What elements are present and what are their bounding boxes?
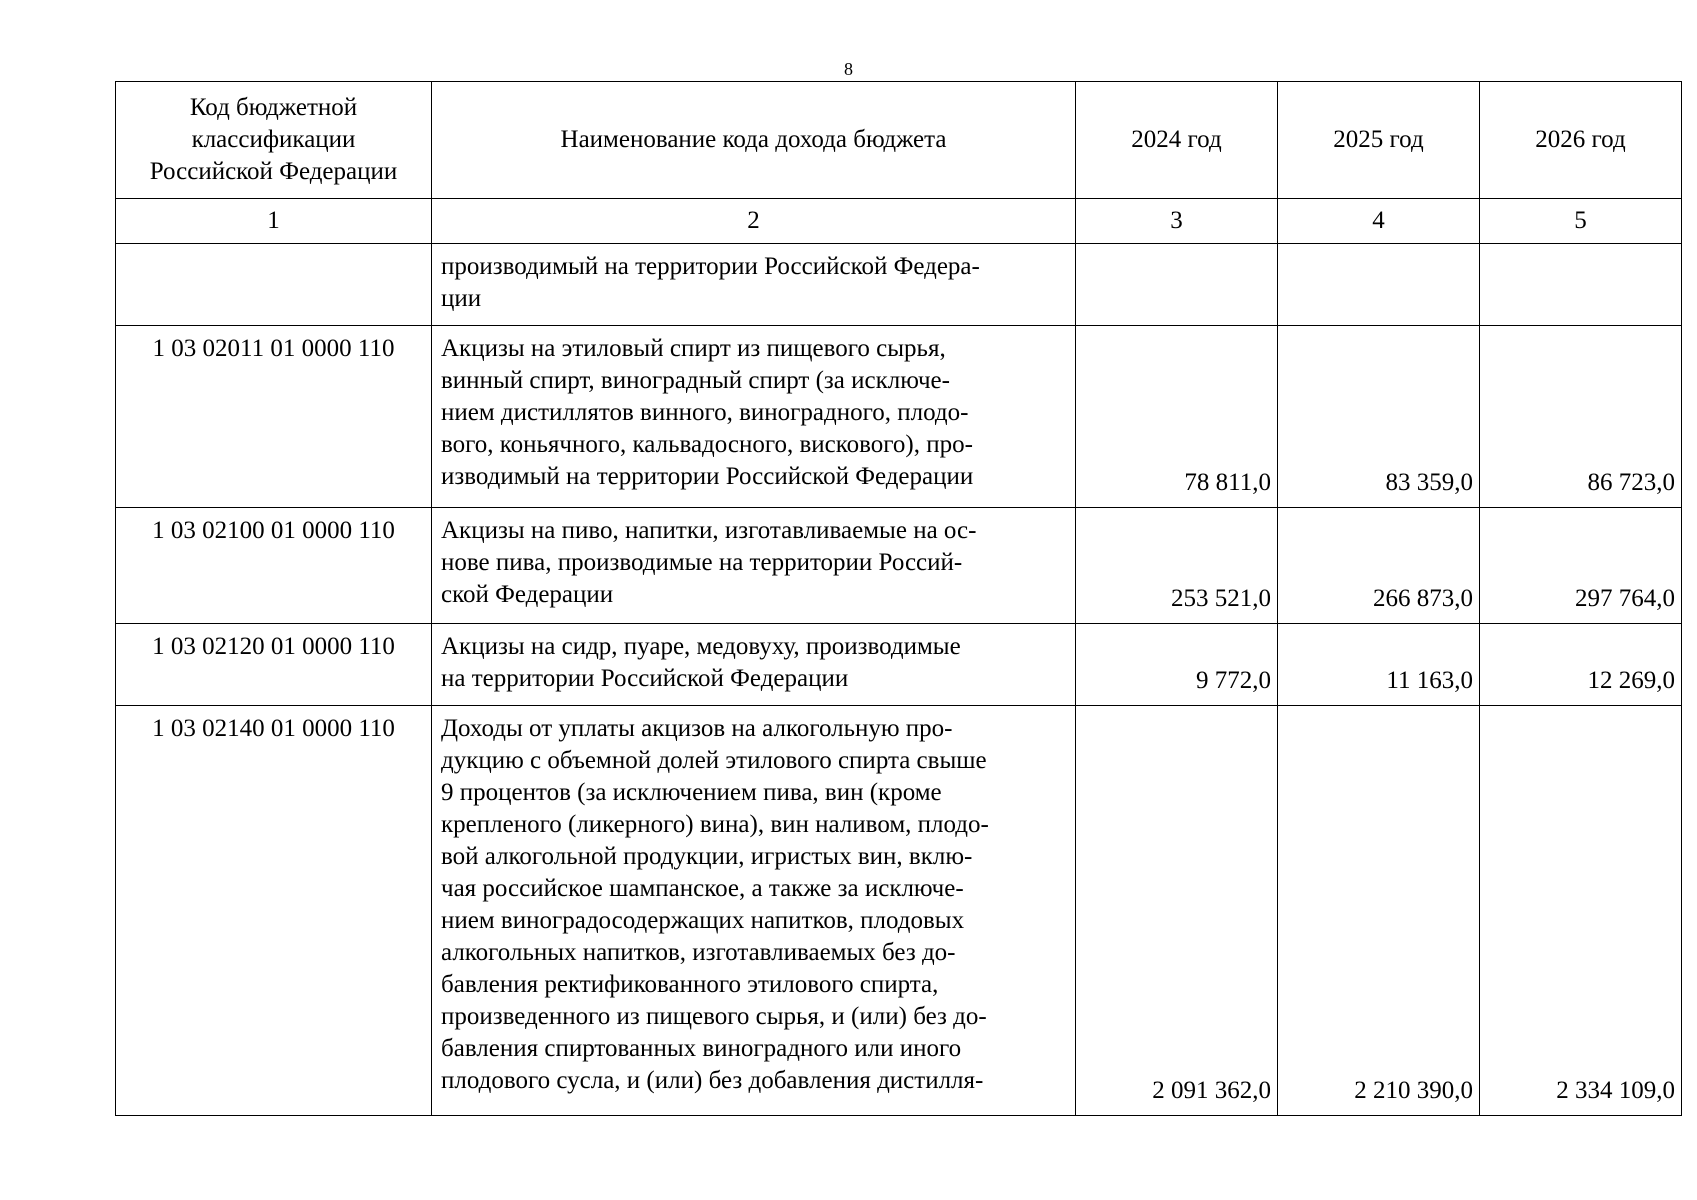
budget-code-cell: 1 03 02120 01 0000 110 [116,624,432,706]
column-number: 3 [1076,199,1278,244]
budget-code-cell: 1 03 02100 01 0000 110 [116,508,432,624]
page-number: 8 [844,59,853,79]
income-name-line: Акцизы на сидр, пуаре, медовуху, производимые [441,633,961,660]
income-name-line: плодового сусла, и (или) без добавления дистилля- [441,1067,984,1094]
header-income-name: Наименование кода дохода бюджета [432,82,1076,199]
header-year-2025: 2025 год [1278,82,1480,199]
income-name-line: на территории Российской Федерации [441,665,849,692]
income-name-line: Акцизы на пиво, напитки, изготавливаемые на ос- [441,517,977,544]
amount-y2025-cell [1278,244,1480,326]
header-year-2026: 2026 год [1480,82,1682,199]
amount-y2025-cell: 11 163,0 [1278,624,1480,706]
income-name-line: нове пива, производимые на территории Россий- [441,549,963,576]
column-number: 2 [432,199,1076,244]
amount-y2025-cell: 83 359,0 [1278,326,1480,508]
header-budget-code-line: Российской Федерации [149,158,398,185]
amount-y2024-cell: 78 811,0 [1076,326,1278,508]
income-name-line: произведенного из пищевого сырья, и (или) без до- [441,1003,987,1030]
amount-y2025-cell: 266 873,0 [1278,508,1480,624]
amount-y2026-cell: 86 723,0 [1480,326,1682,508]
income-name-line: нием дистиллятов винного, виноградного, плодо- [441,399,969,426]
amount-y2024-cell: 2 091 362,0 [1076,706,1278,1116]
income-name-line: ции [441,285,482,312]
column-number: 4 [1278,199,1480,244]
header-year-2024: 2024 год [1076,82,1278,199]
table-row [116,508,1682,624]
income-name-cell [432,624,1076,706]
income-name-line: чая российское шампанское, а также за исключе- [441,875,964,902]
income-name-line: дукцию с объемной долей этилового спирта свыше [441,747,987,774]
amount-y2026-cell [1480,244,1682,326]
table-row [116,326,1682,508]
income-name-line: Акцизы на этиловый спирт из пищевого сырья, [441,335,946,362]
amount-y2026-cell: 2 334 109,0 [1480,706,1682,1116]
income-name-line: изводимый на территории Российской Федерации [441,463,974,490]
column-number: 1 [116,199,432,244]
income-name-line: крепленого (ликерного) вина), вин наливом, плодо- [441,811,989,838]
table-row [116,244,1682,326]
income-name-cell [432,706,1076,1116]
income-name-line: бавления спиртованных виноградного или иного [441,1035,962,1062]
column-number: 5 [1480,199,1682,244]
table-row [116,706,1682,1116]
header-budget-code-line: Код бюджетной [189,94,358,121]
budget-code-cell [116,244,432,326]
income-name-line: винный спирт, виноградный спирт (за исключе- [441,367,950,394]
budget-code-cell: 1 03 02140 01 0000 110 [116,706,432,1116]
amount-y2026-cell: 297 764,0 [1480,508,1682,624]
income-name-cell [432,244,1076,326]
income-name-line: Доходы от уплаты акцизов на алкогольную про- [441,715,953,742]
income-name-line: производимый на территории Российской Федера- [441,253,980,280]
budget-code-cell: 1 03 02011 01 0000 110 [116,326,432,508]
amount-y2024-cell: 253 521,0 [1076,508,1278,624]
income-name-line: 9 процентов (за исключением пива, вин (кроме [441,779,942,806]
amount-y2026-cell: 12 269,0 [1480,624,1682,706]
income-name-cell [432,508,1076,624]
header-budget-code-line: классификации [191,126,356,153]
column-number-row [116,199,1682,244]
income-name-line: вой алкогольной продукции, игристых вин, вклю- [441,843,973,870]
income-name-line: ской Федерации [441,581,614,608]
income-name-line: вого, коньячного, кальвадосного, вискового), про- [441,431,973,458]
table-row [116,624,1682,706]
income-name-cell [432,326,1076,508]
income-name-line: бавления ректификованного этилового спирта, [441,971,939,998]
table-header-row [116,82,1682,199]
amount-y2024-cell: 9 772,0 [1076,624,1278,706]
budget-income-table [115,81,1682,1116]
header-budget-code [116,82,432,199]
income-name-line: алкогольных напитков, изготавливаемых без до- [441,939,956,966]
table-body [116,244,1682,1116]
amount-y2024-cell [1076,244,1278,326]
amount-y2025-cell: 2 210 390,0 [1278,706,1480,1116]
income-name-line: нием виноградосодержащих напитков, плодовых [441,907,965,934]
